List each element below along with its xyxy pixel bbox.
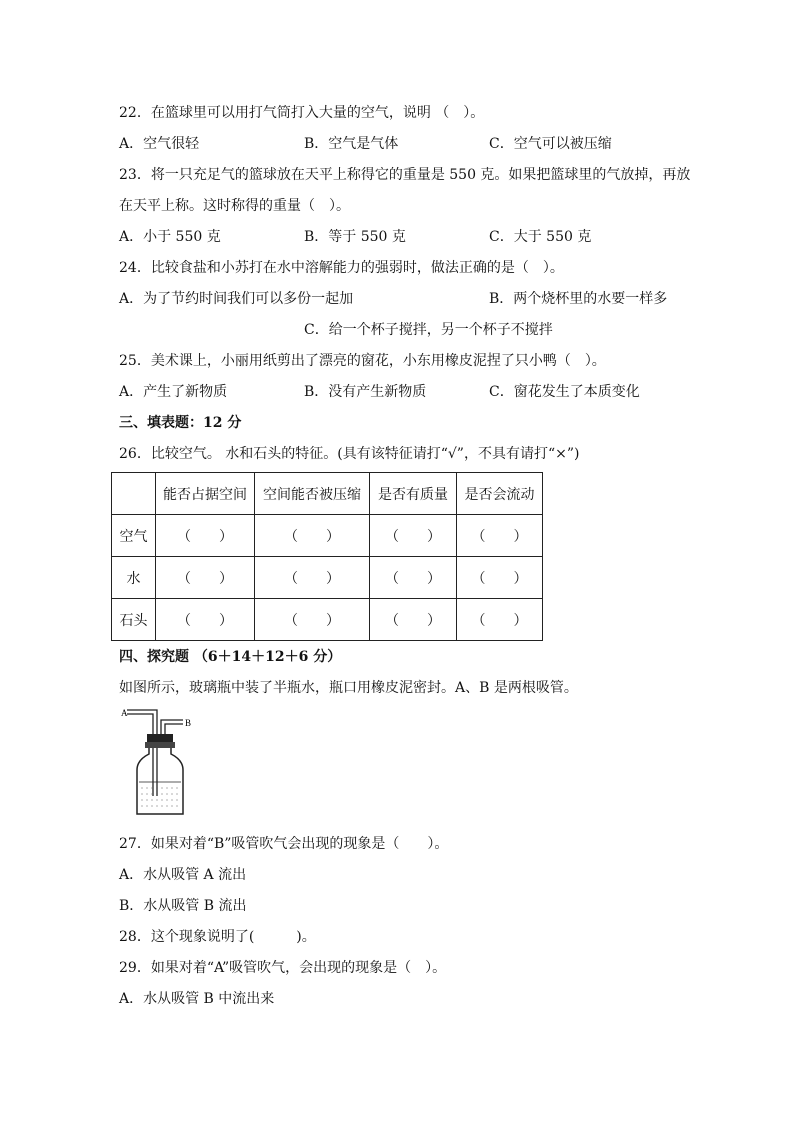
- q23-option-c: C．大于 550 克: [489, 229, 592, 245]
- table-header-row: [112, 473, 543, 515]
- section4-intro: 如图所示，玻璃瓶中装了半瓶水，瓶口用橡皮泥密封。A、B 是两根吸管。: [119, 680, 578, 696]
- q25-stem: 25．美术课上，小丽用纸剪出了漂亮的窗花，小东用橡皮泥捏了只小鸭（ ）。: [119, 353, 606, 369]
- table-row: [112, 557, 543, 599]
- tube-a-label: A: [121, 708, 128, 718]
- q27-option-a: A．水从吸管 A 流出: [119, 867, 247, 883]
- row-label: 空气: [112, 515, 156, 557]
- q22-option-b: B．空气是气体: [304, 136, 399, 152]
- q27-stem: 27．如果对着“B”吸管吹气会出现的现象是（ ）。: [119, 836, 449, 852]
- answer-cell[interactable]: （ ）: [457, 557, 543, 599]
- answer-cell[interactable]: （ ）: [156, 515, 255, 557]
- table-header-corner: [112, 473, 156, 515]
- answer-cell[interactable]: （ ）: [255, 515, 370, 557]
- q24-option-c: C．给一个杯子搅拌，另一个杯子不搅拌: [304, 322, 553, 338]
- table-header: 能否占据空间: [156, 473, 255, 515]
- q25-option-a: A．产生了新物质: [119, 384, 228, 400]
- table-header: 空间能否被压缩: [255, 473, 370, 515]
- answer-cell[interactable]: （ ）: [255, 599, 370, 641]
- bottle-figure: [119, 706, 199, 818]
- q24-option-b: B．两个烧杯里的水要一样多: [489, 291, 668, 307]
- row-label: 石头: [112, 599, 156, 641]
- answer-cell[interactable]: （ ）: [457, 599, 543, 641]
- q23-option-b: B．等于 550 克: [304, 229, 406, 245]
- answer-cell[interactable]: （ ）: [370, 557, 457, 599]
- answer-cell[interactable]: （ ）: [156, 599, 255, 641]
- q22-option-c: C．空气可以被压缩: [489, 136, 612, 152]
- row-label: 水: [112, 557, 156, 599]
- q23-stem-line2: 在天平上称。这时称得的重量（ ）。: [119, 198, 350, 214]
- q29-option-a: A．水从吸管 B 中流出来: [119, 991, 275, 1007]
- q25-option-b: B．没有产生新物质: [304, 384, 427, 400]
- q28-stem: 28．这个现象说明了( )。: [119, 929, 316, 945]
- q24-stem: 24．比较食盐和小苏打在水中溶解能力的强弱时，做法正确的是（ ）。: [119, 260, 564, 276]
- answer-cell[interactable]: （ ）: [156, 557, 255, 599]
- q27-option-b: B．水从吸管 B 流出: [119, 898, 247, 914]
- answer-cell[interactable]: （ ）: [370, 515, 457, 557]
- q22-option-a: A．空气很轻: [119, 136, 200, 152]
- q29-stem: 29．如果对着“A”吸管吹气，会出现的现象是（ ）。: [119, 960, 447, 976]
- table-header: 是否会流动: [457, 473, 543, 515]
- answer-cell[interactable]: （ ）: [255, 557, 370, 599]
- q26-stem: 26．比较空气。 水和石头的特征。(具有该特征请打“√”，不具有请打“×”): [119, 446, 580, 462]
- section3-heading: 三、填表题：12 分: [119, 415, 242, 431]
- feature-table: [111, 472, 543, 641]
- q22-stem: 22．在篮球里可以用打气筒打入大量的空气，说明 （ ）。: [119, 105, 485, 121]
- q23-stem-line1: 23．将一只充足气的篮球放在天平上称得它的重量是 550 克。如果把篮球里的气放掉，再放: [119, 167, 691, 183]
- q25-option-c: C．窗花发生了本质变化: [489, 384, 640, 400]
- answer-cell[interactable]: （ ）: [370, 599, 457, 641]
- table-header: 是否有质量: [370, 473, 457, 515]
- section4-heading: 四、探究题 （6＋14＋12＋6 分）: [119, 649, 342, 665]
- tube-b-label: B: [185, 718, 192, 728]
- table-row: [112, 515, 543, 557]
- q24-option-a: A．为了节约时间我们可以多份一起加: [119, 291, 354, 307]
- answer-cell[interactable]: （ ）: [457, 515, 543, 557]
- q23-option-a: A．小于 550 克: [119, 229, 221, 245]
- table-row: [112, 599, 543, 641]
